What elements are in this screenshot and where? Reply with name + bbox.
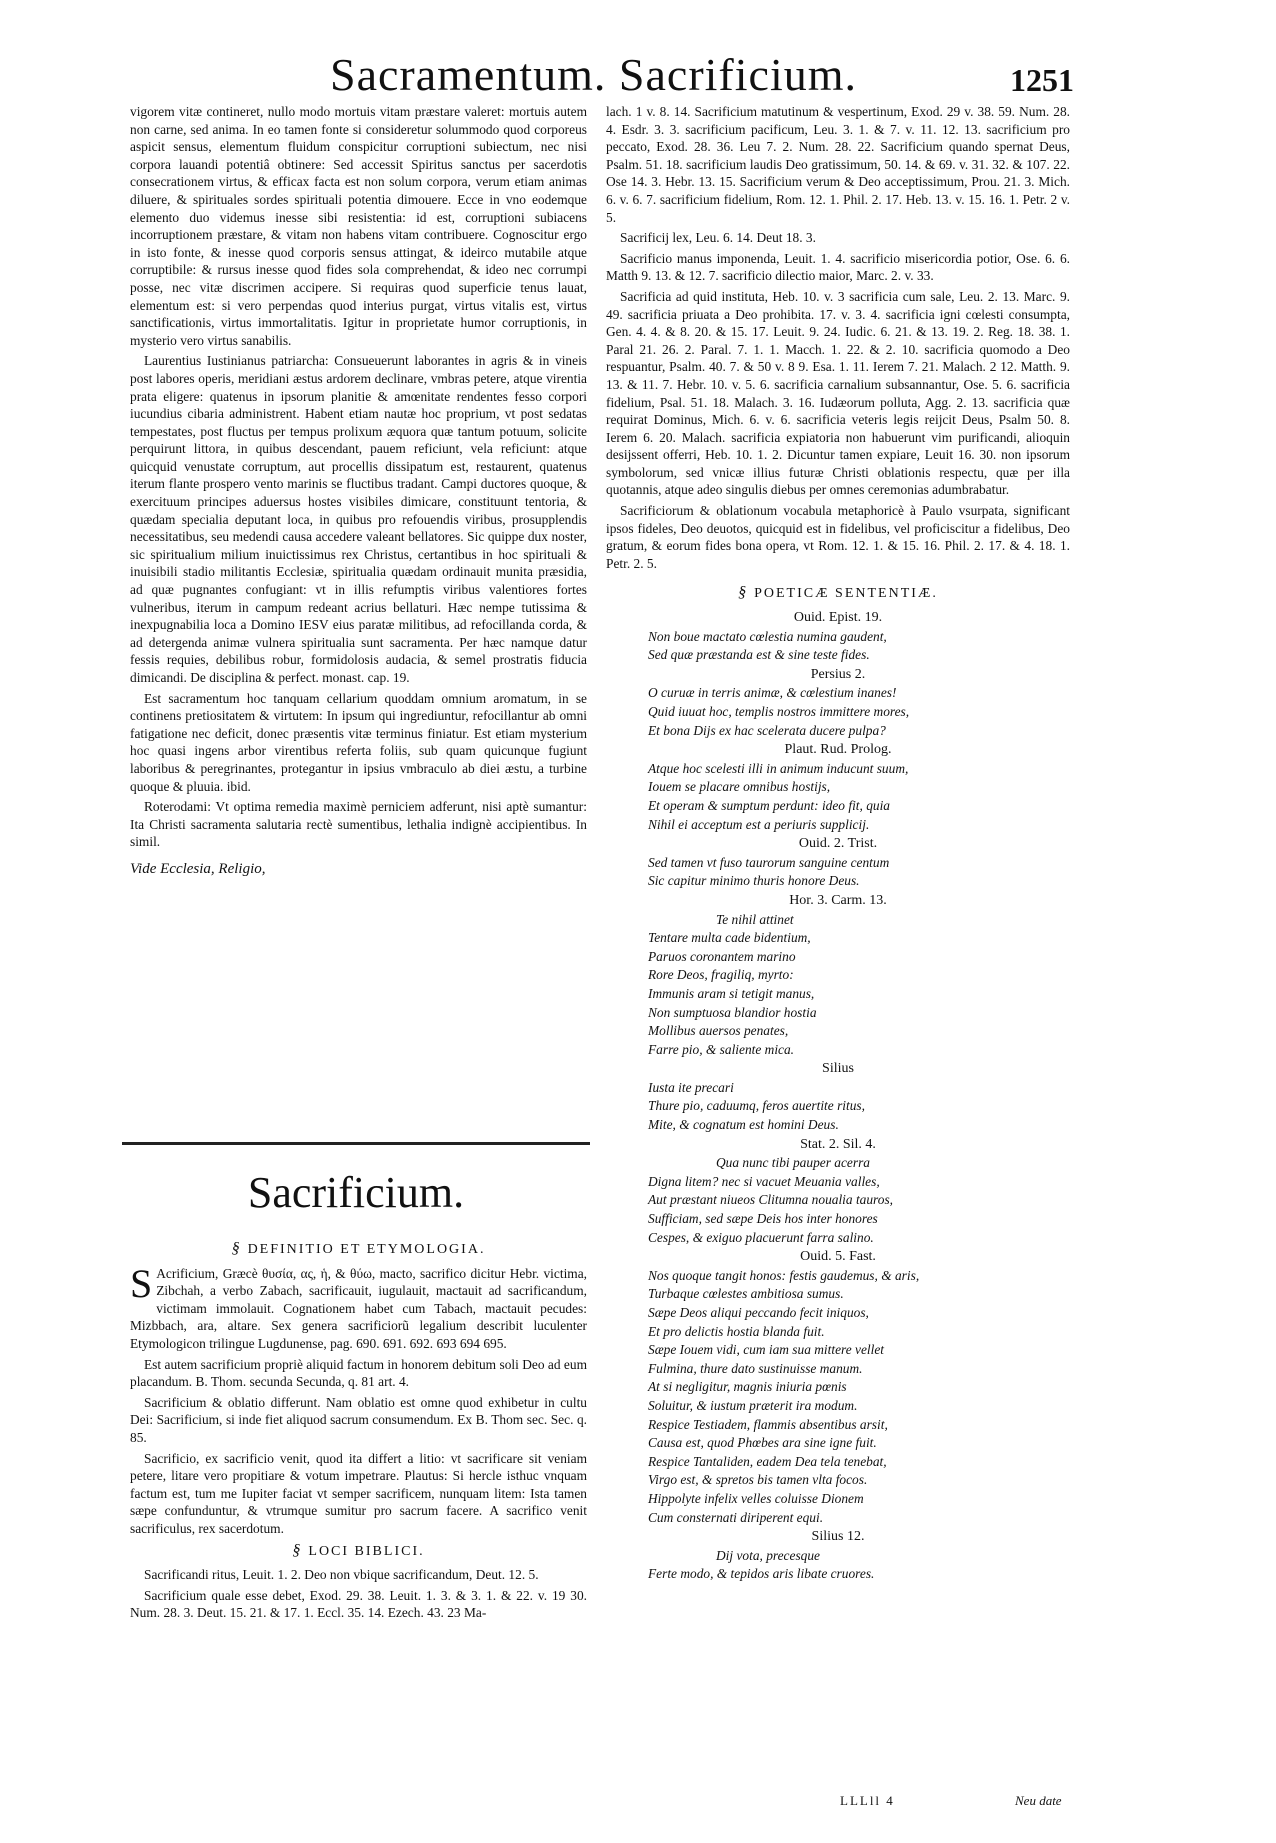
heading-poeticae-text: POETICÆ SENTENTIÆ. — [754, 586, 938, 602]
signature-mark: LLLll 4 — [840, 1793, 895, 1808]
definitio-paragraph: Sacrificio, ex sacrificio venit, quod ita differt a litio: vt sacrificare sit veniam petere, litare vero propitiare & votum impetrare. Plautus: Si hercle isthuc vnquam factum est, tum me Iupiter faciat vt semper sacrificem, nunquam litem: Ista tamen sæpe confunduntur, & vtrumque sumitur pro sacrum facere. A sacrifico venit sacrificulus, rex sacerdotum. — [130, 1450, 587, 1536]
poetry-source: Ouid. 2. Trist. — [798, 836, 878, 852]
definitio-text: Acrificium, Græcè θυσία, ας, ἡ, & θύω, macto, sacrifico dicitur Hebr. victima, Zibchah, a verbo Zabach, sacrificauit, iugulauit, mactauit ad sacrificandum, victimam immolauit. Cognationem habet cum Tabach, mactauit pecudes: Mizbbach, ara, altare. Sex genera sacrificiorũ legalium describit luculenter Etymologicon trilingue Lugdunense, pag. 690. 691. 692. 693 694 695. — [130, 1265, 587, 1351]
poetry-line: Quid iuuat hoc, templis nostros immittere mores, — [648, 704, 910, 719]
left-paragraph: Roterodami: Vt optima remedia maximè perniciem adferunt, nisi aptè sumantur: Ita Christi sacramenta salutaria rectè sumentibus, lethalia indignè accipientibus. In simil. — [130, 799, 587, 850]
poetry-line: Et operam & sumptum perdunt: ideo fit, quia — [648, 797, 891, 813]
poetry-line: Thure pio, caduumq, feros auertite ritus, — [648, 1098, 865, 1114]
poetry-line: Respice Tantaliden, eadem Dea tela tenebat, — [648, 1453, 887, 1469]
heading-poeticae — [606, 584, 1070, 603]
poetry-source: Stat. 2. Sil. 4. — [800, 1136, 876, 1152]
poetry-line: Dij vota, precesque — [716, 1547, 820, 1563]
poetry-line: Et bona Dijs ex hac scelerata ducere pulpa? — [648, 722, 886, 738]
poetry-line: Sæpe Deos aliqui peccando fecit iniquos, — [648, 1305, 869, 1320]
poetry-line: Te nihil attinet — [716, 911, 794, 927]
see-also-reference: Vide Ecclesia, Religio, — [130, 860, 266, 877]
poetry-line: Cespes, & exiguo placuerunt farra salino. — [648, 1229, 874, 1245]
definitio-paragraph — [130, 1260, 587, 1353]
section-divider — [122, 1142, 590, 1145]
poetry-line: Rore Deos, fragiliq, myrto: — [648, 967, 794, 983]
drop-capital: S — [130, 1260, 153, 1306]
poetry-line: Nihil ei acceptum est a periuris supplicij. — [648, 816, 870, 832]
poetry-source: Plaut. Rud. Prolog. — [784, 742, 892, 758]
poetry-source: Ouid. 5. Fast. — [800, 1249, 876, 1265]
poetry-line: Sæpe Iouem vidi, cum iam sua mittere vellet — [648, 1342, 885, 1358]
poetry-line: Sed tamen vt fuso taurorum sanguine centum — [648, 854, 890, 870]
poetry-block — [606, 609, 1070, 1584]
catchword: Neu date — [1015, 1793, 1062, 1808]
left-paragraph: vigorem vitæ contineret, nullo modo mortuis vitam præstare valeret: mortuis autem non carne, sed anima. In eo tamen fonte si consideretur solummodo quod corporeus aspicit sensus, elementum fluidum conspicitur corruptioni subiectum, nec nisi corpora lauandi potentiâ obtinere: Sed accessit Spiritus sanctus per sacerdotis consecrationem virtus, & efficax facta est non solum corpora, verum etiam animas diluere, & spirituales sordes spirituali potentia dimouere. Ecce in vno eodemque elemento duo videmus inesse sibi resistentia: id est, corruptioni subiacens incorruptionem præstare, & vitam non habens vitam contribuere. Cognoscitur ergo in isto fonte, & inesse quod corporis sensus attingat, & ideirco mutabile atque corruptibile: & rursus inesse quod fides sola comprehendat, & ideo nec corrumpi posse, nec vitæ discrimen accipere. Si requiras quod superficie tenus lauat, elementum est: si vero perpendas quod interius purgat, virtus vitalis est, virtus sanctificationis, virtus immortalitatis. Igitur in proprietate humor corruptionis, in mysterio vero virtus sanabilis. — [130, 104, 587, 348]
poetry-line: O curuæ in terris animæ, & cœlestium inanes! — [648, 685, 897, 701]
poetry-line: Virgo est, & spretos bis tamen vlta focos. — [648, 1472, 868, 1488]
poetry-line: Causa est, quod Phœbes ara sine igne fuit. — [648, 1435, 877, 1451]
section-title: Sacrificium. — [247, 1168, 465, 1217]
left-column — [130, 103, 587, 879]
heading-loci — [130, 1542, 587, 1561]
right-paragraph: Sacrificiorum & oblationum vocabula metaphoricè à Paulo vsurpata, significant ipsos fideles, Deo deuotos, quicquid est in fidelibus, vel proficiscitur a fidelibus, Deo gratum, & eorum fides bona opera, vt Rom. 12. 1. & 15. 16. Phil. 2. 17. & 4. 18. 1. Petr. 2. 5. — [606, 503, 1070, 571]
poetry-line: At si negligitur, magnis iniuria pœnis — [648, 1379, 847, 1395]
right-column — [606, 103, 1070, 1584]
poetry-line: Non boue mactato cœlestia numina gaudent, — [648, 628, 887, 644]
poetry-line: Sic capitur minimo thuris honore Deus. — [648, 873, 860, 889]
right-paragraph: Sacrificio manus imponenda, Leuit. 1. 4. sacrificio misericordia potior, Ose. 6. 6. Matth 9. 13. & 12. 7. sacrificio dilectio maior, Marc. 2. v. 33. — [606, 250, 1070, 284]
poetry-line: Fulmina, thure dato sustinuisse manum. — [648, 1360, 863, 1376]
poetry-line: Turbaque cœlestes ambitiosa sumus. — [648, 1286, 844, 1302]
definitio-paragraph: Sacrificium & oblatio differunt. Nam oblatio est omne quod exhibetur in cultu Dei: Sacrificium, si inde fiet aliquod sacrum consumendum. Ex B. Thom sec. Sec. q. 85. — [130, 1394, 587, 1445]
poetry-line: Iouem se placare omnibus hostijs, — [648, 779, 831, 795]
poetry-line: Cum consternati diriperent equi. — [648, 1509, 824, 1525]
poetry-line: Non sumptuosa blandior hostia — [648, 1004, 817, 1020]
poetry-line: Farre pio, & saliente mica. — [648, 1041, 795, 1057]
poetry-line: Nos quoque tangit honos: festis gaudemus, & aris, — [648, 1267, 920, 1283]
page-number: 1251 — [1010, 62, 1074, 98]
right-paragraph: Sacrificia ad quid instituta, Heb. 10. v. 3 sacrificia cum sale, Leu. 2. 13. Marc. 9. 49. sacrificia priuata a Deo prohibita. 17. v. 3. 4. sacrificia igni cœlesti consumpta, Gen. 4. 4. & 8. 20. & 15. 17. Leuit. 9. 24. Iudic. 6. 21. & 13. 19. 2. Reg. 18. 38. 1. Paral 21. 26. 2. Paral. 7. 1. 1. Macch. 1. 22. & 2. 10. sacrificia quomodo a Deo respuantur, Psalm. 40. 7. & 50 v. 8 9. Esa. 1. 11. Ierem 7. 21. Malach. 2 12. Matth. 9. 13. & 11. 7. Hebr. 10. v. 5. 6. sacrificia carnalium subsannantur, Ose. 5. 6. sacrificia fidelium, Psal. 51. 18. Malach. 3. 16. Iudæorum polluta, Agg. 2. 13. sacrificia quæ requirat Dominus, Mich. 6. v. 6. sacrificia veteris legis reijcit Deus, Psalm 50. 8. Ierem 6. 20. Malach. sacrificia expiatoria non habuerunt vim purificandi, alioquin desijssent offerri, Heb. 10. 1. 2. Dicuntur tamen expiare, Leuit 16. 30. non ipsorum symbolorum, sed vnicæ illius futuræ Christi oblationis respectu, quæ per illa quotannis, atque adeo singulis diebus per omnes ceremonias adumbrabatur. — [606, 288, 1070, 498]
definitio-paragraph: Est autem sacrificium propriè aliquid factum in honorem debitum soli Deo ad eum placandum. B. Thom. secunda Secunda, q. 81 art. 4. — [130, 1356, 587, 1390]
poetry-line: Hippolyte infelix velles coluisse Dionem — [648, 1490, 864, 1506]
poetry-line: Soluitur, & iustum præterit ira modum. — [648, 1397, 858, 1413]
poetry-source: Ouid. Epist. 19. — [793, 610, 883, 626]
right-paragraph: lach. 1 v. 8. 14. Sacrificium matutinum & vespertinum, Exod. 29 v. 38. 59. Num. 28. 4. Esdr. 3. 3. sacrificium pacificum, Leu. 3. 1. & 7. v. 11. 12. 13. sacrificium pro peccato, Exod. 28. 36. Leu 7. 2. Num. 28. 22. Sacrificium quando spernat Deus, Psalm. 51. 18. sacrificium laudis Deo gratissimum, 50. 14. & 69. v. 31. 32. & 107. 22. Ose 14. 3. Hebr. 13. 15. Sacrificium verum & Deo acceptissimum, Prou. 21. 3. Mich. 6. v. 6. 7. sacrificium fidelium, Rom. 12. 1. Phil. 2. 17. Heb. 13. v. 15. 16. 1. Petr. 2 v. 5. — [606, 104, 1070, 225]
poetry-line: Sed quæ præstanda est & sine teste fides. — [648, 647, 870, 663]
poetry-source: Persius 2. — [810, 666, 866, 682]
poetry-line: Qua nunc tibi pauper acerra — [716, 1155, 870, 1171]
paragraph-mark-icon: § — [738, 584, 749, 602]
loci-paragraph: Sacrificandi ritus, Leuit. 1. 2. Deo non vbique sacrificandum, Deut. 12. 5. — [144, 1567, 539, 1583]
paragraph-mark-icon: § — [231, 1240, 242, 1257]
poetry-line: Mite, & cognatum est homini Deus. — [648, 1117, 839, 1133]
poetry-line: Tentare multa cade bidentium, — [648, 930, 811, 946]
poetry-line: Ferte modo, & tepidos aris libate cruores. — [648, 1566, 875, 1582]
poetry-line: Atque hoc scelesti illi in animum inducunt suum, — [648, 760, 909, 776]
heading-definitio-text: DEFINITIO ET ETYMOLOGIA. — [247, 1242, 486, 1257]
heading-loci-text: LOCI BIBLICI. — [308, 1543, 425, 1559]
heading-definitio — [130, 1240, 587, 1259]
poetry-line: Paruos coronantem marino — [648, 948, 796, 964]
poetry-line: Digna litem? nec si vacuet Meuania valles, — [648, 1173, 880, 1189]
poetry-source: Hor. 3. Carm. 13. — [789, 892, 887, 908]
left-paragraph: Laurentius Iustinianus patriarcha: Consueuerunt laborantes in agris & in vineis post labores operis, meridiani æstus ardorem declinare, vmbras petere, atque virentia prata eligere: quatenus in ipsorum planitie & amœnitate rendentes fesso corpori iucundius cibaria administrent. Habent etiam nautæ hoc proprium, vt post sedatas tempestates, post fluctus per tempus prolixum æquora quæ tantum potuum, solicite perquirunt littora, in quibus descendant, pauem reficiunt, vela reficiunt: atque quicquid venustate corruptum, aut procellis dissipatum est, restaurent, quatenus iterum flante prospero vento marinis se fluctibus tradant. Campi ductores quoque, & exercituum principes aduersus hostes visibiles dimicare, constituunt tentoria, & quædam specialia deputant loca, in quibus pro refouendis viribus, prosupplendis necessitatibus, seu medendi causa accedere valeant bellatores. Sic quippe dux noster, sic spiritualium milium inuictissimus rex Christus, certantibus in hoc spirituali & inuisibili stadio militantis Ecclesiæ, spiritualia quædam ordinauit munita præsidia, ad quæ pugnantes confugiant: vt in illis refumptis viribus valentiores fortes vulneribus, iterum in campum redeant acrius bellaturi. Hæc nempe tutissima & inexpugnabilia loca a Domino IESV eius paratæ militibus, ad refocillanda corda, & ad detergenda animæ vulnera spiritualia sunt sacramenta. Per hæc namque datur fessis requies, debilibus robur, formidolosis audacia, & semel prostratis fiducia dimicandi. De disciplina & perfect. monast. cap. 19. — [130, 353, 587, 685]
poetry-line: Mollibus auersos penates, — [648, 1023, 789, 1039]
poetry-line: Iusta ite precari — [648, 1079, 734, 1095]
poetry-line: Et pro delictis hostia blanda fuit. — [648, 1323, 825, 1339]
right-paragraph: Sacrificij lex, Leu. 6. 14. Deut 18. 3. — [620, 230, 816, 246]
loci-paragraph: Sacrificium quale esse debet, Exod. 29. 38. Leuit. 1. 3. & 3. 1. & 22. v. 19 30. Num. 28. 3. Deut. 15. 21. & 17. 1. Eccl. 35. 14. Ezech. 43. 23 Ma- — [130, 1587, 587, 1621]
poetry-line: Respice Testiadem, flammis absentibus arsit, — [648, 1416, 888, 1432]
poetry-line: Aut præstant niueos Clitumna noualia tauros, — [648, 1192, 894, 1208]
left-column-section — [130, 1236, 587, 1622]
paragraph-mark-icon: § — [292, 1541, 303, 1559]
running-title: Sacramentum. Sacrificium. — [330, 49, 858, 100]
poetry-line: Immunis aram si tetigit manus, — [648, 985, 815, 1001]
poetry-source: Silius 12. — [811, 1529, 865, 1545]
left-paragraph: Est sacramentum hoc tanquam cellarium quoddam omnium aromatum, in se continens pretiositatem & virtutem: In ipsum qui ingrediuntur, refocillantur ab omni fatigatione nec deficit, donec præsentis vitæ terminus finiatur. Est etiam mysterium hoc quasi ingens arbor virentibus referta foliis, sub quam quicunque fugiunt laboribus & peregrinantes, protegantur in ipsius vmbraculo ab diei æstu, a turbine quoque & pluuia. ibid. — [130, 690, 587, 794]
poetry-line: Sufficiam, sed sæpe Deis hos inter honores — [648, 1211, 878, 1227]
poetry-source: Silius — [822, 1061, 854, 1077]
